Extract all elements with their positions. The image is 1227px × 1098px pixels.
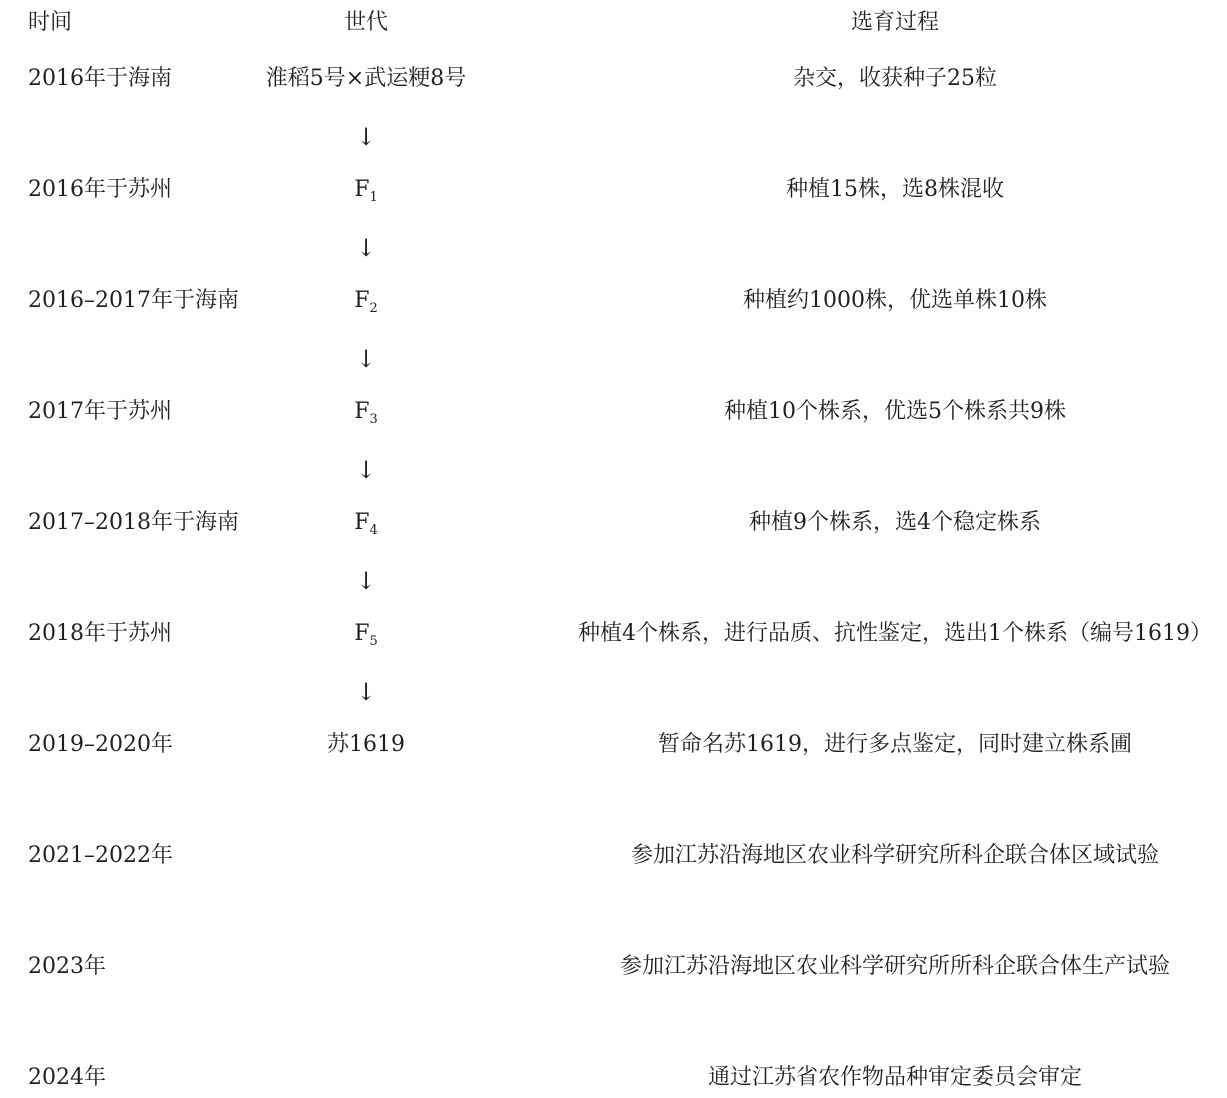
row-time: 2024年 (28, 1065, 106, 1090)
down-arrow-icon: ↓ (355, 456, 377, 484)
generation-label: 苏1619 (327, 732, 405, 757)
row-process: 种植4个株系，进行品质、抗性鉴定，选出1个株系（编号1619） (578, 621, 1212, 646)
row-process: 种植10个株系，优选5个株系共9株 (724, 399, 1066, 424)
down-arrow-icon: ↓ (355, 567, 377, 595)
row-time: 2017–2018年于海南 (28, 510, 239, 535)
row-process: 杂交，收获种子25粒 (793, 66, 997, 91)
row-time: 2018年于苏州 (28, 621, 172, 646)
generation-label: F (354, 510, 370, 535)
row-time: 2016年于海南 (28, 66, 172, 91)
row-time: 2023年 (28, 954, 106, 979)
generation-subscript: 4 (369, 523, 378, 538)
down-arrow-icon: ↓ (355, 123, 377, 151)
generation-label: F (354, 399, 370, 424)
row-process: 参加江苏沿海地区农业科学研究所科企联合体区域试验 (630, 843, 1159, 868)
generation-subscript: 3 (369, 412, 378, 427)
row-time: 2017年于苏州 (28, 399, 172, 424)
row-generation (250, 734, 482, 756)
generation-subscript: 1 (369, 190, 378, 205)
row-time: 2016年于苏州 (28, 177, 172, 202)
down-arrow-icon: ↓ (355, 234, 377, 262)
row-generation (250, 68, 482, 90)
row-generation (250, 288, 482, 316)
generation-label: F (354, 621, 370, 646)
header-generation: 世代 (343, 10, 388, 35)
row-generation (250, 177, 482, 205)
row-process: 种植15株，选8株混收 (786, 177, 1004, 202)
row-process: 种植约1000株，优选单株10株 (743, 288, 1047, 313)
row-generation (250, 399, 482, 427)
generation-label: F (354, 288, 370, 313)
row-generation (250, 621, 482, 649)
row-time: 2021–2022年 (28, 843, 173, 868)
generation-subscript: 2 (369, 301, 378, 316)
row-process: 通过江苏省农作物品种审定委员会审定 (707, 1065, 1082, 1090)
row-process: 暂命名苏1619，进行多点鉴定，同时建立株系圃 (658, 732, 1132, 757)
row-process: 种植9个株系，选4个稳定株系 (749, 510, 1041, 535)
generation-label: F (354, 177, 370, 202)
down-arrow-icon: ↓ (355, 678, 377, 706)
header-process: 选育过程 (850, 10, 939, 35)
row-process: 参加江苏沿海地区农业科学研究所所科企联合体生产试验 (619, 954, 1170, 979)
generation-label: 淮稻5号×武运粳8号 (265, 66, 467, 91)
down-arrow-icon: ↓ (355, 345, 377, 373)
row-time: 2019–2020年 (28, 732, 173, 757)
generation-subscript: 5 (369, 634, 378, 649)
row-generation (250, 510, 482, 538)
row-time: 2016–2017年于海南 (28, 288, 239, 313)
header-time: 时间 (28, 10, 73, 35)
